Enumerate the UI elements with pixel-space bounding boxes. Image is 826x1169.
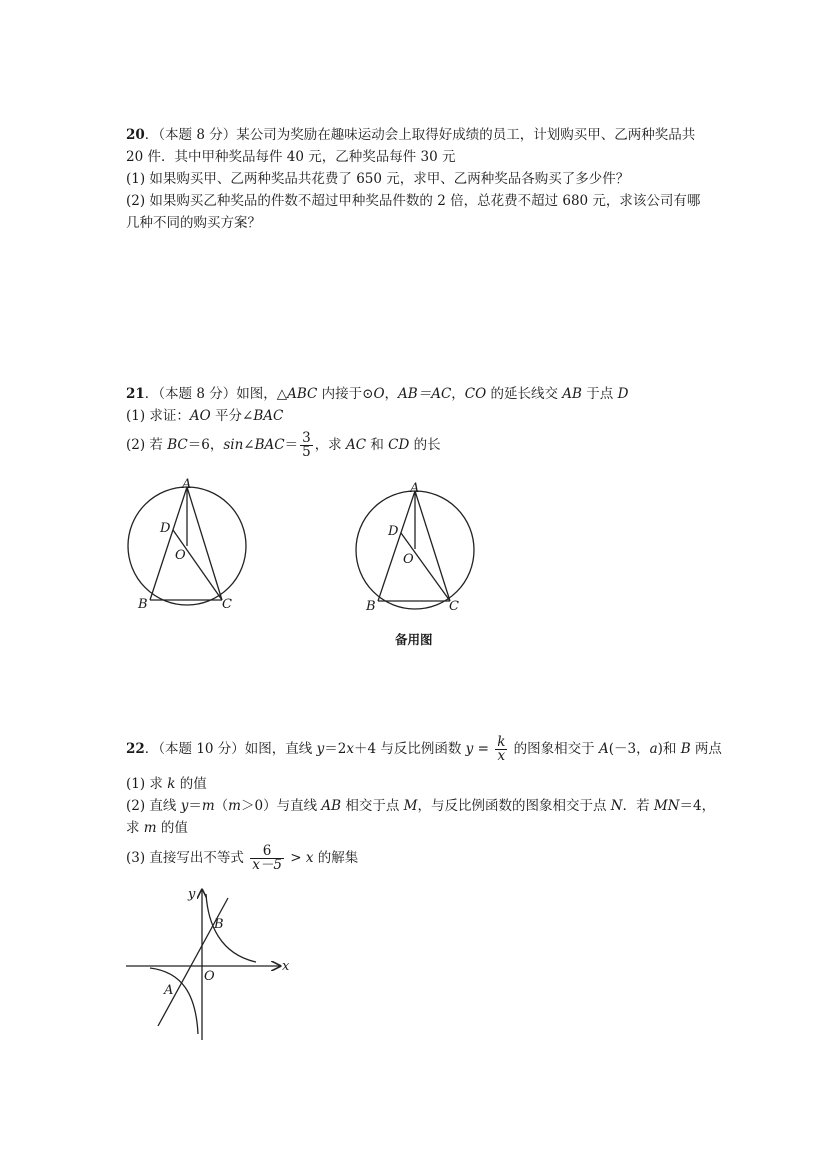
q21-part1: (1) 求证：AO 平分∠BAC xyxy=(126,408,284,424)
label-y: y xyxy=(188,887,196,902)
label-b: B xyxy=(214,917,224,932)
segment-ac-spare xyxy=(415,491,450,601)
label-c: C xyxy=(222,597,232,612)
segment-ab-spare xyxy=(378,491,415,601)
label-x: x xyxy=(282,959,290,974)
label-a-spare: A xyxy=(410,481,420,496)
q22-part1: (1) 求 k 的值 xyxy=(126,776,207,792)
q22-part2-cont: 求 m 的值 xyxy=(126,820,188,836)
label-c-spare: C xyxy=(449,599,459,614)
q22-part2: (2) 直线 y＝m（m＞0）与直线 AB 相交于点 M，与反比例函数的图象相交于点 N．若 MN＝4， xyxy=(126,798,716,814)
q21-fraction: $\frac{3}{5}$ xyxy=(302,430,311,460)
segment-ab xyxy=(150,487,187,600)
q22-number: 22 xyxy=(126,741,145,757)
segment-ac xyxy=(187,487,222,600)
label-b: B xyxy=(138,597,148,612)
q20-line2: 20 件．其中甲种奖品每件 40 元，乙种奖品每件 30 元 xyxy=(126,149,456,165)
q20-number: 20 xyxy=(126,127,145,143)
spare-figure-caption: 备用图 xyxy=(395,632,433,647)
label-b-spare: B xyxy=(366,599,376,614)
q22-graph xyxy=(120,884,300,1044)
q21-figure-main xyxy=(120,476,260,616)
q20-part2-a: (2) 如果购买乙种奖品的件数不超过甲种奖品件数的 2 倍，总花费不超过 680 元，求该公司有哪 xyxy=(126,193,701,209)
q20-part2-b: 几种不同的购买方案？ xyxy=(126,215,261,231)
label-a: A xyxy=(164,983,174,998)
q22-k-over-x: $\frac{k}{x}$ xyxy=(497,734,506,764)
label-o: O xyxy=(175,548,186,563)
q21-heading: 21．（本题 8 分）如图，△ABC 内接于⊙O，AB＝AC，CO 的延长线交 AB 于点 D xyxy=(126,386,629,402)
q20-part1: (1) 如果购买甲、乙两种奖品共花费了 650 元，求甲、乙两种奖品各购买了多少件？ xyxy=(126,171,630,187)
label-o-spare: O xyxy=(403,552,414,567)
label-d-spare: D xyxy=(388,524,399,539)
segment-cd-spare xyxy=(401,533,450,601)
q21-number: 21 xyxy=(126,386,145,402)
q22-part3: (3) 直接写出不等式 $\frac{6}{x-5}$ > x 的解集 xyxy=(126,843,359,873)
segment-cd xyxy=(173,530,222,600)
label-d: D xyxy=(160,521,171,536)
q21-figure-spare xyxy=(348,483,488,623)
q22-heading: 22．（本题 10 分）如图，直线 y＝2x＋4 与反比例函数 y = $\frac{k}{x}$ 的图象相交于 A(－3，a)和 B 两点 xyxy=(126,734,722,764)
q21-part2: (2) 若 BC＝6，sin∠BAC＝ $\frac{3}{5}$ ，求 AC 和 CD 的长 xyxy=(126,430,441,460)
q20-line1: 20．（本题 8 分）某公司为奖励在趣味运动会上取得好成绩的员工，计划购买甲、乙两种奖品共 xyxy=(126,127,696,143)
label-origin: O xyxy=(204,969,215,984)
q22-inequality-fraction: $\frac{6}{x-5}$ xyxy=(252,843,282,873)
label-a: A xyxy=(182,477,192,492)
hyperbola-branch-2 xyxy=(150,968,198,1034)
